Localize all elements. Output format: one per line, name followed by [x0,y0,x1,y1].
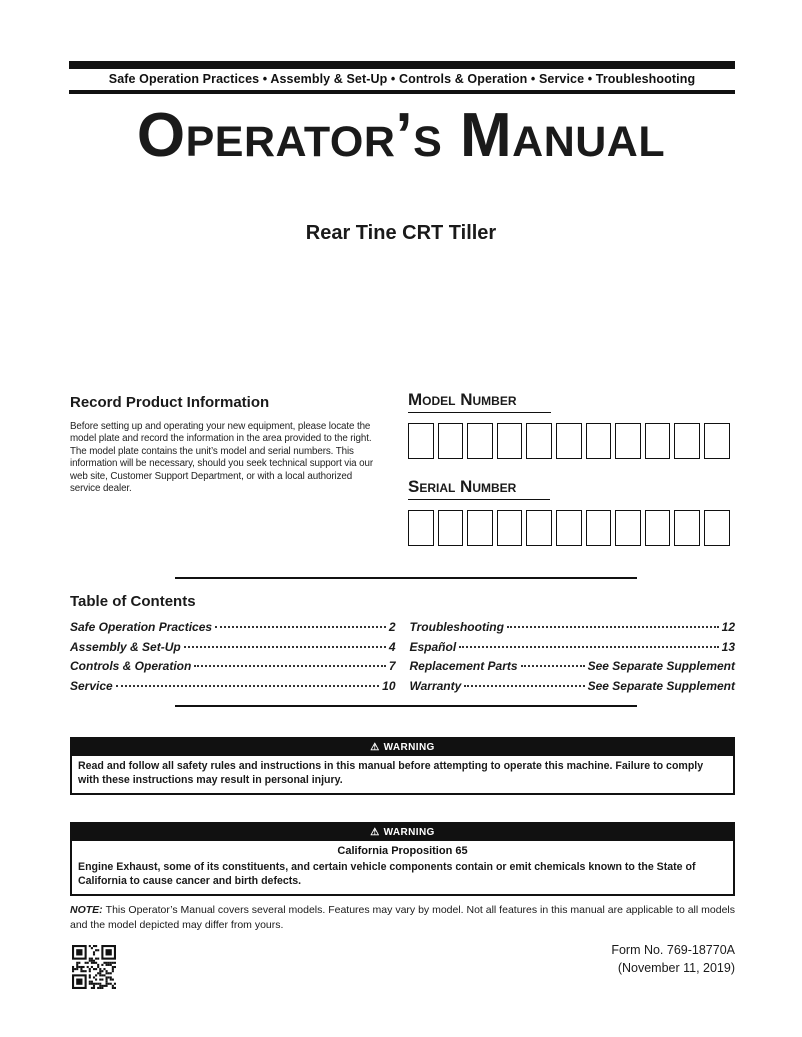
toc-entry [70,657,396,677]
number-box [556,423,582,459]
number-box [704,510,730,546]
record-info-body: Before setting up and operating your new equipment, please locate the model plate and record the information in the area provided to the right. The model plate contains the unit’s model and serial numbers. This information will be necessary, should you seek technical support via our web site, Customer Support Department, or with a local authorized service dealer. [70,421,374,495]
note-label: NOTE: [70,904,103,916]
toc-entry-label: Español [409,639,457,654]
table-of-contents [70,593,735,696]
form-info [611,941,735,977]
number-box [645,510,671,546]
toc-entry [70,638,396,658]
toc-entry-page: 2 [388,620,396,634]
number-entry-section [408,390,738,556]
serial-number-boxes [408,510,738,546]
number-box [408,423,434,459]
toc-dot-leader [116,685,379,687]
toc-entry-page: 12 [721,620,735,634]
number-box [408,510,434,546]
toc-entry-label: Warranty [409,678,462,693]
qr-code [72,945,116,989]
toc-entry-page: See Separate Supplement [587,678,735,693]
toc-entry-label: Troubleshooting [409,620,504,634]
number-box [645,423,671,459]
toc-entry-label: Assembly & Set-Up [70,639,181,654]
number-box [615,510,641,546]
warning-icon: ⚠ [370,742,380,753]
note-body: This Operator’s Manual covers several models. Features may vary by model. Not all features in this manual are applicable to all models and the model depicted may differ from yours. [70,904,735,931]
toc-entry [410,657,736,677]
toc-dot-leader [521,665,585,667]
number-box [556,510,582,546]
number-box [674,510,700,546]
top-rule-thick [69,61,735,69]
toc-dot-leader [507,626,719,628]
warning-header-label: WARNING [383,827,435,838]
divider-rule-top [175,577,637,579]
number-box [438,423,464,459]
number-box [704,423,730,459]
toc-right-column [410,618,736,696]
form-number: Form No. 769-18770A [611,943,735,957]
toc-entry-label: Controls & Operation [70,659,192,673]
number-box [586,510,612,546]
divider-rule-bottom [175,705,637,707]
toc-entry [70,677,396,697]
toc-entry-label: Replacement Parts [409,659,518,673]
warning-header [72,739,733,756]
toc-entry-page: 7 [388,659,396,673]
toc-dot-leader [464,685,584,687]
number-box [467,423,493,459]
number-box [497,423,523,459]
toc-dot-leader [194,665,385,667]
product-subtitle: Rear Tine CRT Tiller [305,222,497,244]
warning-subheader: California Proposition 65 [337,845,468,857]
number-box [615,423,641,459]
toc-entry [70,618,396,638]
toc-entry [410,638,736,658]
warning-body: Engine Exhaust, some of its constituents, and certain vehicle components contain or emit chemicals known to the State of California to cause cancer and birth defects. [78,861,696,887]
record-info-heading: Record Product Information [70,394,270,411]
page-title: Operator’s Manual [136,101,666,170]
toc-heading: Table of Contents [70,593,196,610]
toc-dot-leader [459,646,718,648]
number-box [526,510,552,546]
record-product-info-section [70,394,382,495]
model-number-label: Model Number [408,390,551,413]
warning-header-label: WARNING [383,742,435,753]
number-box [438,510,464,546]
models-note [70,903,735,932]
toc-left-column [70,618,396,696]
serial-number-label: Serial Number [408,477,550,500]
toc-entry-page: 10 [382,678,396,693]
form-date: (November 11, 2019) [617,961,735,975]
warning-box-safety [70,737,735,795]
header-nav-line: Safe Operation Practices • Assembly & Set-Up • Controls & Operation • Service • Troubleshooting [108,72,696,86]
number-box [586,423,612,459]
number-box [467,510,493,546]
number-box [674,423,700,459]
toc-entry [410,677,736,697]
toc-entry-label: Safe Operation Practices [70,620,213,634]
number-box [526,423,552,459]
warning-header [72,824,733,841]
warning-box-prop65 [70,822,735,896]
toc-entry-page: See Separate Supplement [587,659,735,673]
toc-dot-leader [215,626,386,628]
model-number-boxes [408,423,738,459]
toc-entry-page: 4 [388,639,396,654]
top-rule-thin [69,90,735,94]
warning-body: Read and follow all safety rules and instructions in this manual before attempting to operate this machine. Failure to comply with these instructions may result in personal injury. [78,760,704,786]
toc-entry [410,618,736,638]
toc-dot-leader [184,646,386,648]
toc-entry-page: 13 [721,639,735,654]
warning-icon: ⚠ [370,827,380,838]
number-box [497,510,523,546]
toc-entry-label: Service [70,678,113,693]
